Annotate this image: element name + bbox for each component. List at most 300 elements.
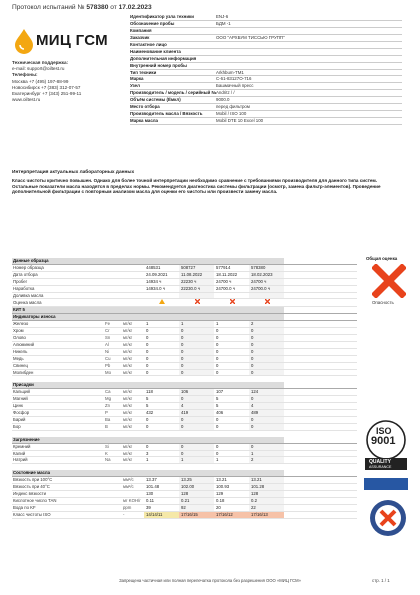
data-row xyxy=(12,477,357,484)
general-row xyxy=(12,299,357,307)
row-spacer xyxy=(284,355,357,362)
protocol-title: Протокол испытаний № 578380 от 17.02.2023 xyxy=(12,4,152,11)
results-table xyxy=(12,258,357,519)
value-cell: 0 xyxy=(249,328,284,335)
info-value: ENJ-6 xyxy=(216,14,229,19)
param-symbol: Mo xyxy=(104,369,122,376)
param-unit: мг/кг xyxy=(122,457,144,464)
info-key: Идентификатор узла техники xyxy=(130,14,194,19)
info-key: Внутренний номер пробы xyxy=(130,62,187,68)
param-name: Пробег xyxy=(12,278,144,285)
param-symbol: Na xyxy=(104,457,122,464)
param-name: Хром xyxy=(12,328,104,335)
param-symbol xyxy=(104,504,122,511)
value-cell: 24700.0 ч xyxy=(249,285,284,292)
value-cell: 0 xyxy=(214,341,249,348)
data-row xyxy=(12,403,357,410)
row-spacer xyxy=(284,292,357,299)
general-row xyxy=(12,264,357,271)
section-title: Загрязнение xyxy=(12,437,284,443)
info-key: Объём системы (Ёмкл) xyxy=(130,97,181,103)
info-value: перед фильтром xyxy=(216,104,250,110)
value-cell: 0 xyxy=(179,396,214,403)
info-row xyxy=(130,42,402,49)
param-symbol xyxy=(104,491,122,498)
value-cell: 13.37 xyxy=(144,477,179,484)
value-cell: 24.09.2021 xyxy=(144,271,179,278)
param-symbol: Al xyxy=(104,341,122,348)
value-cell: 0 xyxy=(249,355,284,362)
section-title: Данные образца xyxy=(12,258,284,264)
info-row xyxy=(130,111,402,118)
value-cell: 0.21 xyxy=(179,498,214,505)
value-cell: 5 xyxy=(144,396,179,403)
value-cell: 0 xyxy=(179,450,214,457)
value-cell: 0 xyxy=(214,328,249,335)
param-symbol: B xyxy=(104,423,122,430)
value-cell: 0 xyxy=(214,450,249,457)
value-cell: 1 xyxy=(144,321,179,328)
data-row xyxy=(12,410,357,417)
info-key: Производитель масла / Вязкость xyxy=(130,111,203,117)
contact-line: Екатеринбург +7 (343) 251-99-11 xyxy=(12,91,82,97)
param-symbol xyxy=(104,484,122,491)
param-unit: мм²/с xyxy=(122,484,144,491)
value-cell: 0 xyxy=(214,416,249,423)
param-name: Калий xyxy=(12,450,104,457)
value-cell: 24700 ч xyxy=(249,278,284,285)
info-key: Производитель / модель / серийный № xyxy=(130,90,216,96)
section-title: Индикаторы износа xyxy=(12,314,284,321)
section-title: Состояние масла xyxy=(12,470,284,476)
data-row xyxy=(12,416,357,423)
general-row xyxy=(12,271,357,278)
contact-line: e-mail: support@oiltest.ru xyxy=(12,66,65,72)
value-cell: 448531 xyxy=(144,264,179,271)
value-cell: 0 xyxy=(144,369,179,376)
section-spacer xyxy=(284,314,357,321)
value-cell: 0 xyxy=(214,348,249,355)
value-cell: 577914 xyxy=(214,264,249,271)
param-unit: мг KOH/г xyxy=(122,498,144,505)
value-cell: 2 xyxy=(249,321,284,328)
param-name: Кислотное число TAN xyxy=(12,498,104,505)
value-cell: 5 xyxy=(214,396,249,403)
value-cell xyxy=(179,292,214,299)
row-spacer xyxy=(284,328,357,335)
row-spacer xyxy=(284,307,357,314)
info-value: 9000.0 xyxy=(216,97,230,103)
data-row xyxy=(12,396,357,403)
value-cell: 0 xyxy=(179,423,214,430)
value-cell: 0 xyxy=(214,423,249,430)
param-symbol: Si xyxy=(104,443,122,450)
param-name: Олово xyxy=(12,334,104,341)
data-row xyxy=(12,450,357,457)
row-spacer xyxy=(284,410,357,417)
value-cell: 13.21 xyxy=(249,477,284,484)
page-number: стр. 1 / 1 xyxy=(372,578,390,583)
param-unit: мг/кг xyxy=(122,396,144,403)
value-cell: 0 xyxy=(179,416,214,423)
general-row xyxy=(12,292,357,299)
info-value: Andritz / / xyxy=(216,90,235,96)
row-spacer xyxy=(284,416,357,423)
value-cell: 0 xyxy=(179,443,214,450)
info-row xyxy=(130,49,402,56)
param-unit: мм²/с xyxy=(122,477,144,484)
param-name: Цинк xyxy=(12,403,104,410)
value-cell: 0 xyxy=(179,355,214,362)
param-name: Вязкость при 100°C xyxy=(12,477,104,484)
row-spacer xyxy=(284,264,357,271)
value-cell: 20 xyxy=(214,504,249,511)
info-value: Arkhbum-TM1 xyxy=(216,69,244,75)
param-name: Кальций xyxy=(12,389,104,396)
row-spacer xyxy=(284,403,357,410)
param-name: Медь xyxy=(12,355,104,362)
oil-drop-icon xyxy=(12,28,36,54)
param-name: Вода по KF xyxy=(12,504,104,511)
data-row xyxy=(12,423,357,430)
param-symbol xyxy=(104,511,122,518)
data-row xyxy=(12,362,357,369)
value-cell: 0 xyxy=(179,341,214,348)
value-cell: 0 xyxy=(144,334,179,341)
value-cell: 1 xyxy=(249,450,284,457)
data-row xyxy=(12,457,357,464)
data-row xyxy=(12,484,357,491)
kit-title: КИТ 5 xyxy=(12,307,284,314)
value-cell: 17/16/12 xyxy=(214,511,249,518)
row-spacer xyxy=(284,348,357,355)
interpretation-block xyxy=(12,170,402,195)
overall-label: Общая оценка xyxy=(366,256,398,261)
value-cell: 22230.0 ч xyxy=(179,285,214,292)
info-row xyxy=(130,118,402,125)
danger-icon xyxy=(265,299,270,306)
value-cell: 0 xyxy=(249,396,284,403)
param-symbol: K xyxy=(104,450,122,457)
data-row xyxy=(12,341,357,348)
value-cell: 1 xyxy=(214,457,249,464)
danger-icon xyxy=(195,299,200,306)
value-cell: 0 xyxy=(214,334,249,341)
iso-text: ISO xyxy=(376,426,392,436)
param-name: Железо xyxy=(12,321,104,328)
param-symbol: Ba xyxy=(104,416,122,423)
value-cell: 17/16/15 xyxy=(179,511,214,518)
param-symbol: Pb xyxy=(104,362,122,369)
param-unit xyxy=(122,491,144,498)
param-name: Кремний xyxy=(12,443,104,450)
param-name: Доливка масла xyxy=(12,292,144,299)
param-unit: ppm xyxy=(122,504,144,511)
value-cell: 0 xyxy=(214,369,249,376)
param-name: Алюминий xyxy=(12,341,104,348)
info-row xyxy=(130,83,402,90)
value-cell: 508727 xyxy=(179,264,214,271)
value-cell: 0 xyxy=(179,348,214,355)
value-cell: 0 xyxy=(249,341,284,348)
param-name: Свинец xyxy=(12,362,104,369)
info-row xyxy=(130,28,402,35)
value-cell: 1 xyxy=(214,321,249,328)
param-name: Бор xyxy=(12,423,104,430)
param-unit: мг/кг xyxy=(122,362,144,369)
info-value xyxy=(216,42,402,48)
sample-info-table xyxy=(130,14,402,125)
param-unit: - xyxy=(122,511,144,518)
param-unit: мг/кг xyxy=(122,341,144,348)
row-spacer xyxy=(284,271,357,278)
row-spacer xyxy=(284,369,357,376)
value-cell: 0 xyxy=(144,348,179,355)
row-spacer xyxy=(284,321,357,328)
value-cell: 1 xyxy=(144,457,179,464)
value-cell: 0.18 xyxy=(214,498,249,505)
value-cell: 0 xyxy=(249,334,284,341)
param-symbol xyxy=(104,477,122,484)
value-cell: 0.11 xyxy=(144,498,179,505)
contact-line: Москва +7 (495) 197-88-99 xyxy=(12,78,69,84)
contact-line: Телефоны: xyxy=(12,72,38,78)
data-row xyxy=(12,511,357,518)
value-cell: 0 xyxy=(179,369,214,376)
value-cell: 0 xyxy=(249,362,284,369)
value-cell: 0 xyxy=(144,362,179,369)
value-cell: 5 xyxy=(214,403,249,410)
value-cell: 39 xyxy=(144,504,179,511)
value-cell xyxy=(249,292,284,299)
interpretation-title: Интерпретация актуальных лабораторных данных xyxy=(12,170,135,175)
data-row xyxy=(12,369,357,376)
info-value: Mobil DTE 10 Excel 100 xyxy=(216,118,264,124)
value-cell: 18.02.2023 xyxy=(249,271,284,278)
brand-name: МИЦ ГСМ xyxy=(36,32,108,49)
row-spacer xyxy=(284,498,357,505)
row-spacer xyxy=(284,362,357,369)
param-name: Класс чистоты ISO xyxy=(12,511,104,518)
value-cell: 3 xyxy=(144,450,179,457)
param-name: Барий xyxy=(12,416,104,423)
data-row xyxy=(12,355,357,362)
info-value xyxy=(216,56,402,62)
info-key: Дополнительная информация xyxy=(130,55,197,61)
info-row xyxy=(130,21,402,28)
danger-cross-icon xyxy=(372,264,406,303)
assessment-cell xyxy=(179,299,214,307)
info-row xyxy=(130,14,402,21)
value-cell: 24700 ч xyxy=(214,278,249,285)
contact-line: www.oiltest.ru xyxy=(12,97,41,103)
param-name: Наработка xyxy=(12,285,144,292)
row-spacer xyxy=(284,396,357,403)
value-cell: 0 xyxy=(249,416,284,423)
param-name: Номер образца xyxy=(12,264,144,271)
info-key: Место отбора xyxy=(130,104,160,110)
info-key: Марка масла xyxy=(130,118,158,124)
seal-icon xyxy=(368,498,408,543)
param-name: Натрий xyxy=(12,457,104,464)
info-key: Тип техники xyxy=(130,69,157,75)
interpretation-text: Класс чистоты критично повышен. Однако для более точной интерпретации необходимо сравнение с требованиями производителя для данного типа систем. Остальные показатели масла находятся в пределах нормы. Рекомендуется диагностика системы фильтрации (осмотр, замена фильтр-элементов). Проведение дополнительной фильтрации с повторным анализом масла для оценки его чистоты или произвести замену масла. xyxy=(12,177,381,195)
footer-note: Запрещена частичная или полная перепечатка протокола без разрешения ООО «МИЦ ГСМ» xyxy=(119,578,301,583)
param-symbol: Fe xyxy=(104,321,122,328)
assessment-cell xyxy=(214,299,249,307)
value-cell: 0 xyxy=(249,423,284,430)
info-row xyxy=(130,35,402,42)
param-unit: мг/кг xyxy=(122,403,144,410)
row-spacer xyxy=(284,504,357,511)
value-cell: 1 xyxy=(179,321,214,328)
param-name: Фосфор xyxy=(12,410,104,417)
param-unit: мг/кг xyxy=(122,423,144,430)
section-header xyxy=(12,314,357,321)
info-key: Обозначение пробы xyxy=(130,20,175,26)
info-value: C-61-83127O-716 xyxy=(216,76,252,82)
info-row xyxy=(130,63,402,70)
value-cell: 128 xyxy=(249,491,284,498)
kit-row xyxy=(12,307,357,314)
value-cell: 578380 xyxy=(249,264,284,271)
param-name: Дата отбора xyxy=(12,271,144,278)
row-spacer xyxy=(284,285,357,292)
row-spacer xyxy=(284,491,357,498)
value-cell: 0 xyxy=(144,443,179,450)
value-cell: 406 xyxy=(214,410,249,417)
value-cell xyxy=(214,292,249,299)
row-spacer xyxy=(284,334,357,341)
info-value xyxy=(216,28,402,34)
contact-line: Техническая поддержка: xyxy=(12,60,69,65)
param-unit: мг/кг xyxy=(122,328,144,335)
value-cell: 129 xyxy=(214,491,249,498)
value-cell: 0 xyxy=(179,334,214,341)
row-spacer xyxy=(284,423,357,430)
value-cell: 0 xyxy=(144,328,179,335)
value-cell: 0 xyxy=(144,355,179,362)
value-cell: 92 xyxy=(179,504,214,511)
data-row xyxy=(12,348,357,355)
value-cell: 4 xyxy=(249,403,284,410)
value-cell: 124 xyxy=(249,389,284,396)
param-symbol: Ca xyxy=(104,389,122,396)
value-cell: 1 xyxy=(179,457,214,464)
data-row xyxy=(12,498,357,505)
value-cell: 4 xyxy=(179,403,214,410)
section-title: Присадки xyxy=(12,382,284,388)
info-row xyxy=(130,90,402,97)
iso-number: 9001 xyxy=(371,435,396,447)
info-row xyxy=(130,97,402,104)
param-unit: мг/кг xyxy=(122,334,144,341)
logo xyxy=(12,28,36,59)
data-row xyxy=(12,328,357,335)
info-row xyxy=(130,56,402,63)
row-spacer xyxy=(284,457,357,464)
value-cell: 14/14/11 xyxy=(144,511,179,518)
value-cell: 0 xyxy=(144,416,179,423)
info-value: Mobil / ISO 100 xyxy=(216,111,247,117)
row-spacer xyxy=(284,278,357,285)
row-spacer xyxy=(284,389,357,396)
value-cell: 100.93 xyxy=(214,484,249,491)
info-value: ООО "АРХБУМ ТИССЬЮ ГРУПП" xyxy=(216,34,285,40)
param-unit: мг/кг xyxy=(122,321,144,328)
param-symbol: Cu xyxy=(104,355,122,362)
value-cell: 0 xyxy=(144,341,179,348)
param-unit: мг/кг xyxy=(122,410,144,417)
value-cell: 107 xyxy=(214,389,249,396)
value-cell: 128 xyxy=(179,491,214,498)
value-cell: 101.28 xyxy=(249,484,284,491)
row-spacer xyxy=(284,443,357,450)
assessment-cell xyxy=(249,299,284,307)
value-cell: 106 xyxy=(179,389,214,396)
value-cell: 13.25 xyxy=(179,477,214,484)
info-key: Узел xyxy=(130,83,140,89)
data-row xyxy=(12,443,357,450)
param-symbol: Zn xyxy=(104,403,122,410)
data-row xyxy=(12,321,357,328)
param-unit: мг/кг xyxy=(122,348,144,355)
param-unit: мг/кг xyxy=(122,389,144,396)
param-symbol: P xyxy=(104,410,122,417)
accreditation-badge xyxy=(364,478,408,490)
info-value: БДМ -1 xyxy=(216,20,231,26)
param-unit: мг/кг xyxy=(122,416,144,423)
value-cell: 11.08.2022 xyxy=(179,271,214,278)
overall-value: Опасность xyxy=(372,300,394,305)
row-spacer xyxy=(284,477,357,484)
value-cell: 0 xyxy=(179,362,214,369)
info-row xyxy=(130,70,402,77)
value-cell: 13.21 xyxy=(214,477,249,484)
param-symbol xyxy=(104,498,122,505)
param-name: Индекс вязкости xyxy=(12,491,104,498)
info-key: Заказчик xyxy=(130,34,150,40)
info-value xyxy=(216,63,402,69)
info-value: Башмачный пресс xyxy=(216,83,254,89)
value-cell: 489 xyxy=(249,410,284,417)
value-cell: 0.2 xyxy=(249,498,284,505)
info-key: Компания xyxy=(130,27,152,33)
value-cell: 24700.0 ч xyxy=(214,285,249,292)
info-key: Наименование клиента xyxy=(130,48,181,54)
contact-line: Новосибирск +7 (383) 312-07-57 xyxy=(12,84,81,90)
value-cell: 130 xyxy=(144,491,179,498)
value-cell: 0 xyxy=(249,369,284,376)
param-symbol: Mg xyxy=(104,396,122,403)
data-row xyxy=(12,491,357,498)
data-row xyxy=(12,504,357,511)
value-cell: 0 xyxy=(214,443,249,450)
quality-text: QUALITY xyxy=(369,459,391,465)
value-cell: 5 xyxy=(144,403,179,410)
param-unit: мг/кг xyxy=(122,450,144,457)
contacts-block xyxy=(12,60,122,103)
param-symbol: Ni xyxy=(104,348,122,355)
info-row xyxy=(130,76,402,83)
value-cell: 17/16/13 xyxy=(249,511,284,518)
value-cell: 102.00 xyxy=(179,484,214,491)
value-cell: 0 xyxy=(179,328,214,335)
warning-icon xyxy=(159,299,165,306)
value-cell: 101.48 xyxy=(144,484,179,491)
value-cell: 14934.0 ч xyxy=(144,285,179,292)
param-symbol: Cr xyxy=(104,328,122,335)
